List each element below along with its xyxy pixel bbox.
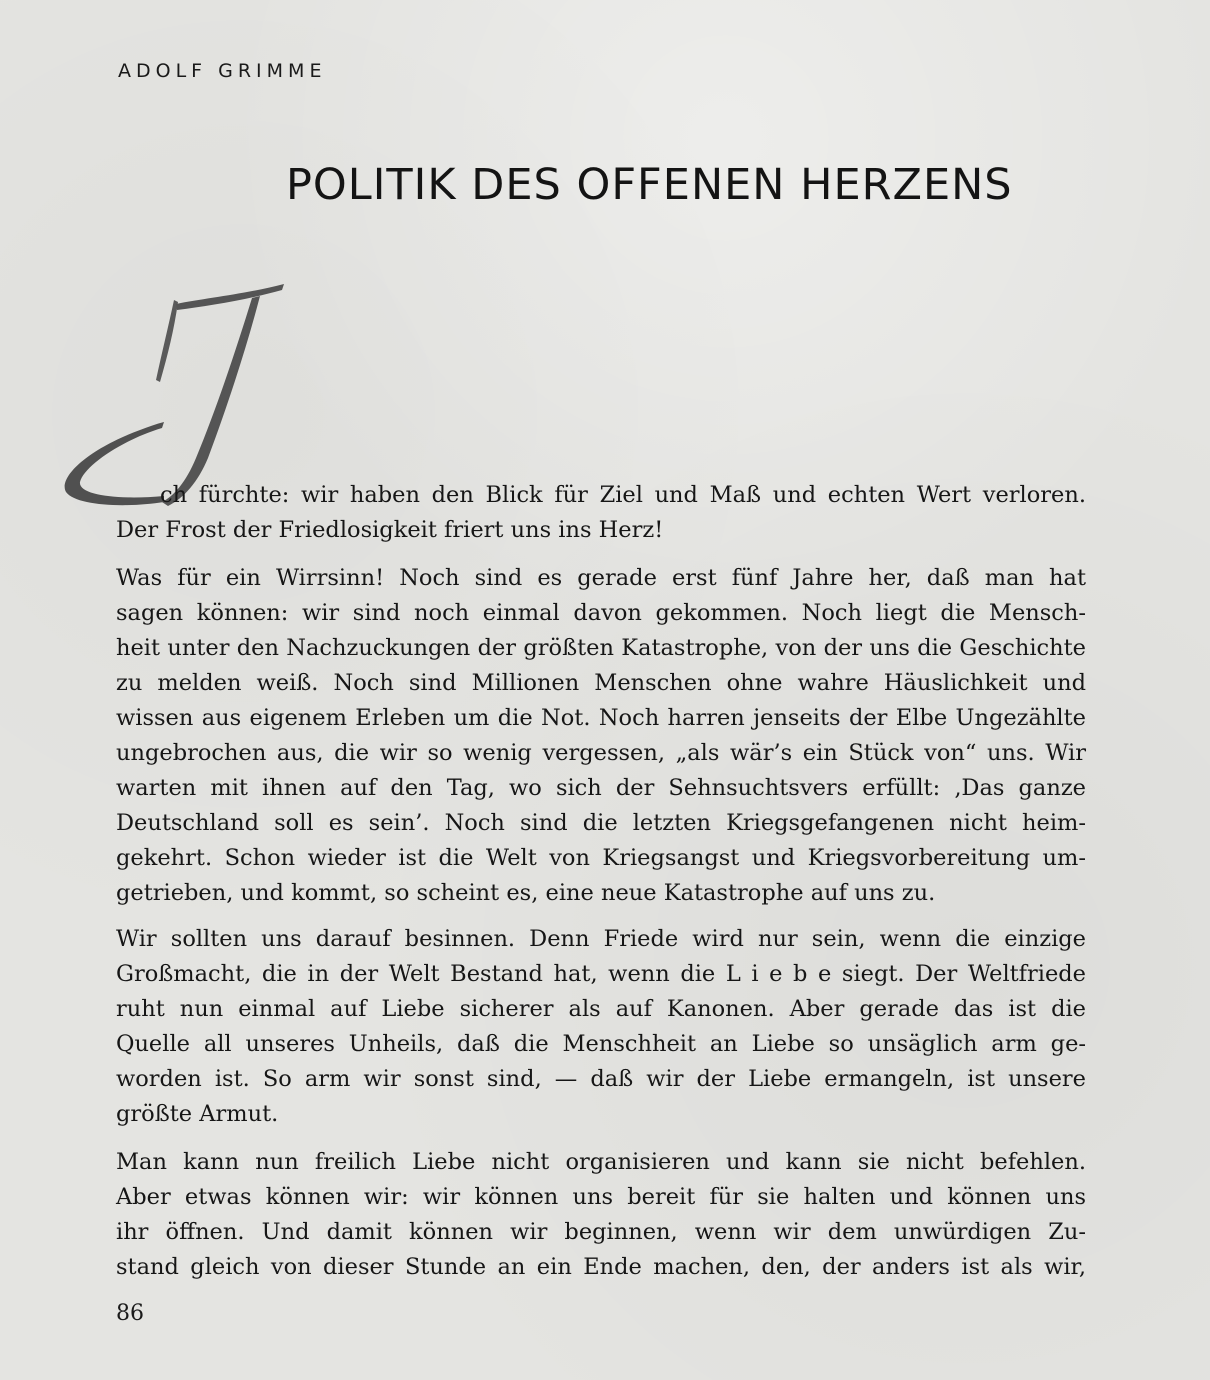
text-line: heit unter den Nachzuckungen der größten Katastrophe, von der uns die Geschichte [116,635,1086,661]
author-name: ADOLF GRIMME [118,60,327,82]
text-line: Deutschland soll es sein’. Noch sind die letzten Kriegsgefangenen nicht heim- [116,810,1086,836]
text-line: Was für ein Wirrsinn! Noch sind es gerade erst fünf Jahre her, daß man hat [116,565,1086,591]
text-line: Aber etwas können wir: wir können uns bereit für sie halten und können uns [116,1184,1086,1210]
text-line: Man kann nun freilich Liebe nicht organisieren und kann sie nicht befehlen. [116,1149,1086,1175]
text-line: größte Armut. [116,1101,279,1127]
text-line: ihr öffnen. Und damit können wir beginnen, wenn wir dem unwürdigen Zu- [116,1219,1086,1245]
text-line: worden ist. So arm wir sonst sind, — daß wir der Liebe ermangeln, ist unsere [116,1066,1086,1092]
text-line: gekehrt. Schon wieder ist die Welt von Kriegsangst und Kriegsvorbereitung um- [116,845,1086,871]
text-line: sagen können: wir sind noch einmal davon gekommen. Noch liegt die Mensch- [116,600,1086,626]
text-line: Großmacht, die in der Welt Bestand hat, wenn die L i e b e siegt. Der Weltfriede [116,961,1086,987]
dropcap-stroke-bar [176,284,284,310]
text-line: ungebrochen aus, die wir so wenig vergessen, „als wär’s ein Stück von“ uns. Wir [116,740,1086,766]
text-line: warten mit ihnen auf den Tag, wo sich der Sehnsuchtsvers erfüllt: ‚Das ganze [116,775,1086,801]
page-number: 86 [116,1301,144,1326]
text-line: zu melden weiß. Noch sind Millionen Menschen ohne wahre Häuslichkeit und [116,670,1086,696]
chapter-title: POLITIK DES OFFENEN HERZENS [286,160,1013,210]
dropcap-stroke-stem [162,296,260,506]
text-line: Der Frost der Friedlosigkeit friert uns ins Herz! [116,517,664,543]
text-line: Wir sollten uns darauf besinnen. Denn Friede wird nur sein, wenn die einzige [116,926,1086,952]
text-line: getrieben, und kommt, so scheint es, eine neue Katastrophe auf uns zu. [116,880,936,906]
text-line: Quelle all unseres Unheils, daß die Menschheit an Liebe so unsäglich arm ge- [116,1031,1086,1057]
dropcap-stroke-serif [156,300,178,382]
text-line: stand gleich von dieser Stunde an ein Ende machen, den, der anders ist als wir, [116,1254,1086,1280]
text-line: ch fürchte: wir haben den Blick für Ziel und Maß und echten Wert verloren. [160,482,1086,508]
text-line: wissen aus eigenem Erleben um die Not. Noch harren jenseits der Elbe Ungezählte [116,705,1086,731]
text-line: ruht nun einmal auf Liebe sicherer als auf Kanonen. Aber gerade das ist die [116,996,1086,1022]
dropcap-stroke-curl [65,422,164,505]
